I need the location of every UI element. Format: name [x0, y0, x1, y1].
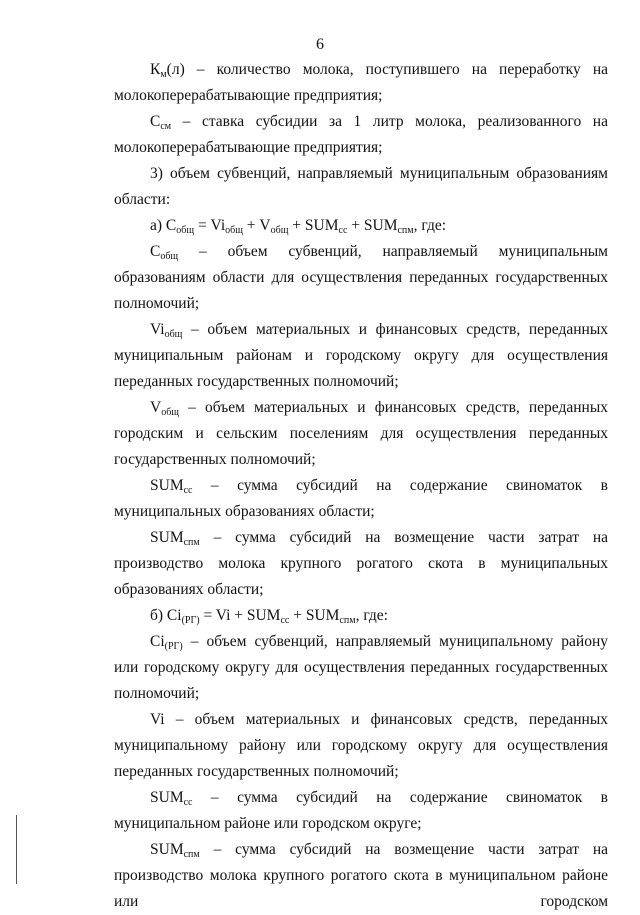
text-run: SUM: [150, 789, 184, 806]
text-run: – ставка субсидии за 1 литр молока, реализованного на молокоперерабатывающие предприятия;: [114, 113, 608, 156]
subscript: общ: [225, 225, 243, 236]
text-run: SUM: [150, 477, 184, 494]
margin-line: [16, 815, 17, 884]
subscript: общ: [164, 329, 183, 340]
text-run: V: [150, 399, 162, 416]
text-run: – объем субвенций, направляемый муниципальным образованиям области для осуществления переданных государственных полномочий;: [114, 243, 608, 312]
paragraph: [114, 629, 608, 707]
paragraph: [114, 837, 608, 915]
text-run: + SUM: [289, 607, 340, 624]
text-run: = Vi + SUM: [199, 607, 281, 624]
subscript: сс: [280, 615, 290, 626]
text-run: а) С: [150, 217, 177, 234]
text-run: С: [150, 243, 161, 260]
subscript: см: [160, 121, 172, 132]
text-run: + SUM: [288, 217, 339, 234]
text-run: С: [150, 113, 161, 130]
paragraph: [114, 161, 608, 213]
text-run: Ci: [150, 633, 165, 650]
paragraph: [114, 785, 608, 837]
text-run: – объем материальных и финансовых средств, переданных городским и сельским поселениям для осуществления переданных государственных полномочий;: [114, 399, 608, 468]
text-run: + SUM: [347, 217, 398, 234]
subscript: спм: [183, 849, 200, 860]
document-body: [114, 57, 608, 915]
text-run: – объем материальных и финансовых средств, переданных муниципальным районам и городскому округу для осуществления переданных государственных полномочий;: [114, 321, 608, 390]
subscript: общ: [176, 225, 195, 236]
subscript: сс: [338, 225, 348, 236]
paragraph: [114, 57, 608, 109]
text-run: SUM: [150, 841, 184, 858]
text-run: = Vi: [194, 217, 226, 234]
text-run: К: [150, 61, 161, 78]
text-run: – сумма субсидий на содержание свиноматок в муниципальных образованиях области;: [114, 477, 608, 520]
text-run: – сумма субсидий на возмещение части затрат на производство молока крупного рогатого скота в муниципальных образованиях области;: [114, 529, 608, 598]
text-run: (л) – количество молока, поступившего на переработку на молокоперерабатывающие предприятия;: [114, 61, 608, 104]
text-run: Vi: [150, 321, 165, 338]
paragraph: [114, 525, 608, 603]
subscript: (РГ): [181, 615, 200, 626]
subscript: общ: [161, 407, 179, 418]
paragraph: [114, 109, 608, 161]
paragraph: [114, 213, 608, 239]
text-run: SUM: [150, 529, 184, 546]
paragraph: [114, 603, 608, 629]
subscript: сс: [183, 797, 193, 808]
paragraph: [114, 707, 608, 785]
text-run: + V: [242, 217, 271, 234]
subscript: общ: [270, 225, 289, 236]
subscript: сс: [183, 485, 193, 496]
page-number: 6: [316, 36, 324, 53]
subscript: общ: [160, 251, 179, 262]
text-run: Vi – объем материальных и финансовых средств, переданных муниципальному району или городскому округу для осуществления переданных государственных полномочий;: [114, 711, 608, 780]
text-run: 3) объем субвенций, направляемый муниципальным образованиям области:: [114, 165, 608, 208]
subscript: спм: [397, 225, 414, 236]
paragraph: [114, 395, 608, 473]
subscript: м: [160, 69, 167, 80]
text-run: б) Ci: [150, 607, 182, 624]
subscript: спм: [183, 537, 200, 548]
text-run: – объем субвенций, направляемый муниципальному району или городскому округу для осуществления переданных государственных полномочий;: [114, 633, 608, 702]
text-run: – сумма субсидий на возмещение части затрат на производство молока крупного рогатого скота в муниципальном районе или городском: [114, 841, 608, 910]
paragraph: [114, 473, 608, 525]
subscript: (РГ): [164, 641, 183, 652]
text-run: – сумма субсидий на содержание свиноматок в муниципальном районе или городском округе;: [114, 789, 608, 832]
paragraph: [114, 317, 608, 395]
text-run: , где:: [355, 607, 388, 624]
paragraph: [114, 239, 608, 317]
subscript: спм: [339, 615, 356, 626]
text-run: , где:: [413, 217, 447, 234]
